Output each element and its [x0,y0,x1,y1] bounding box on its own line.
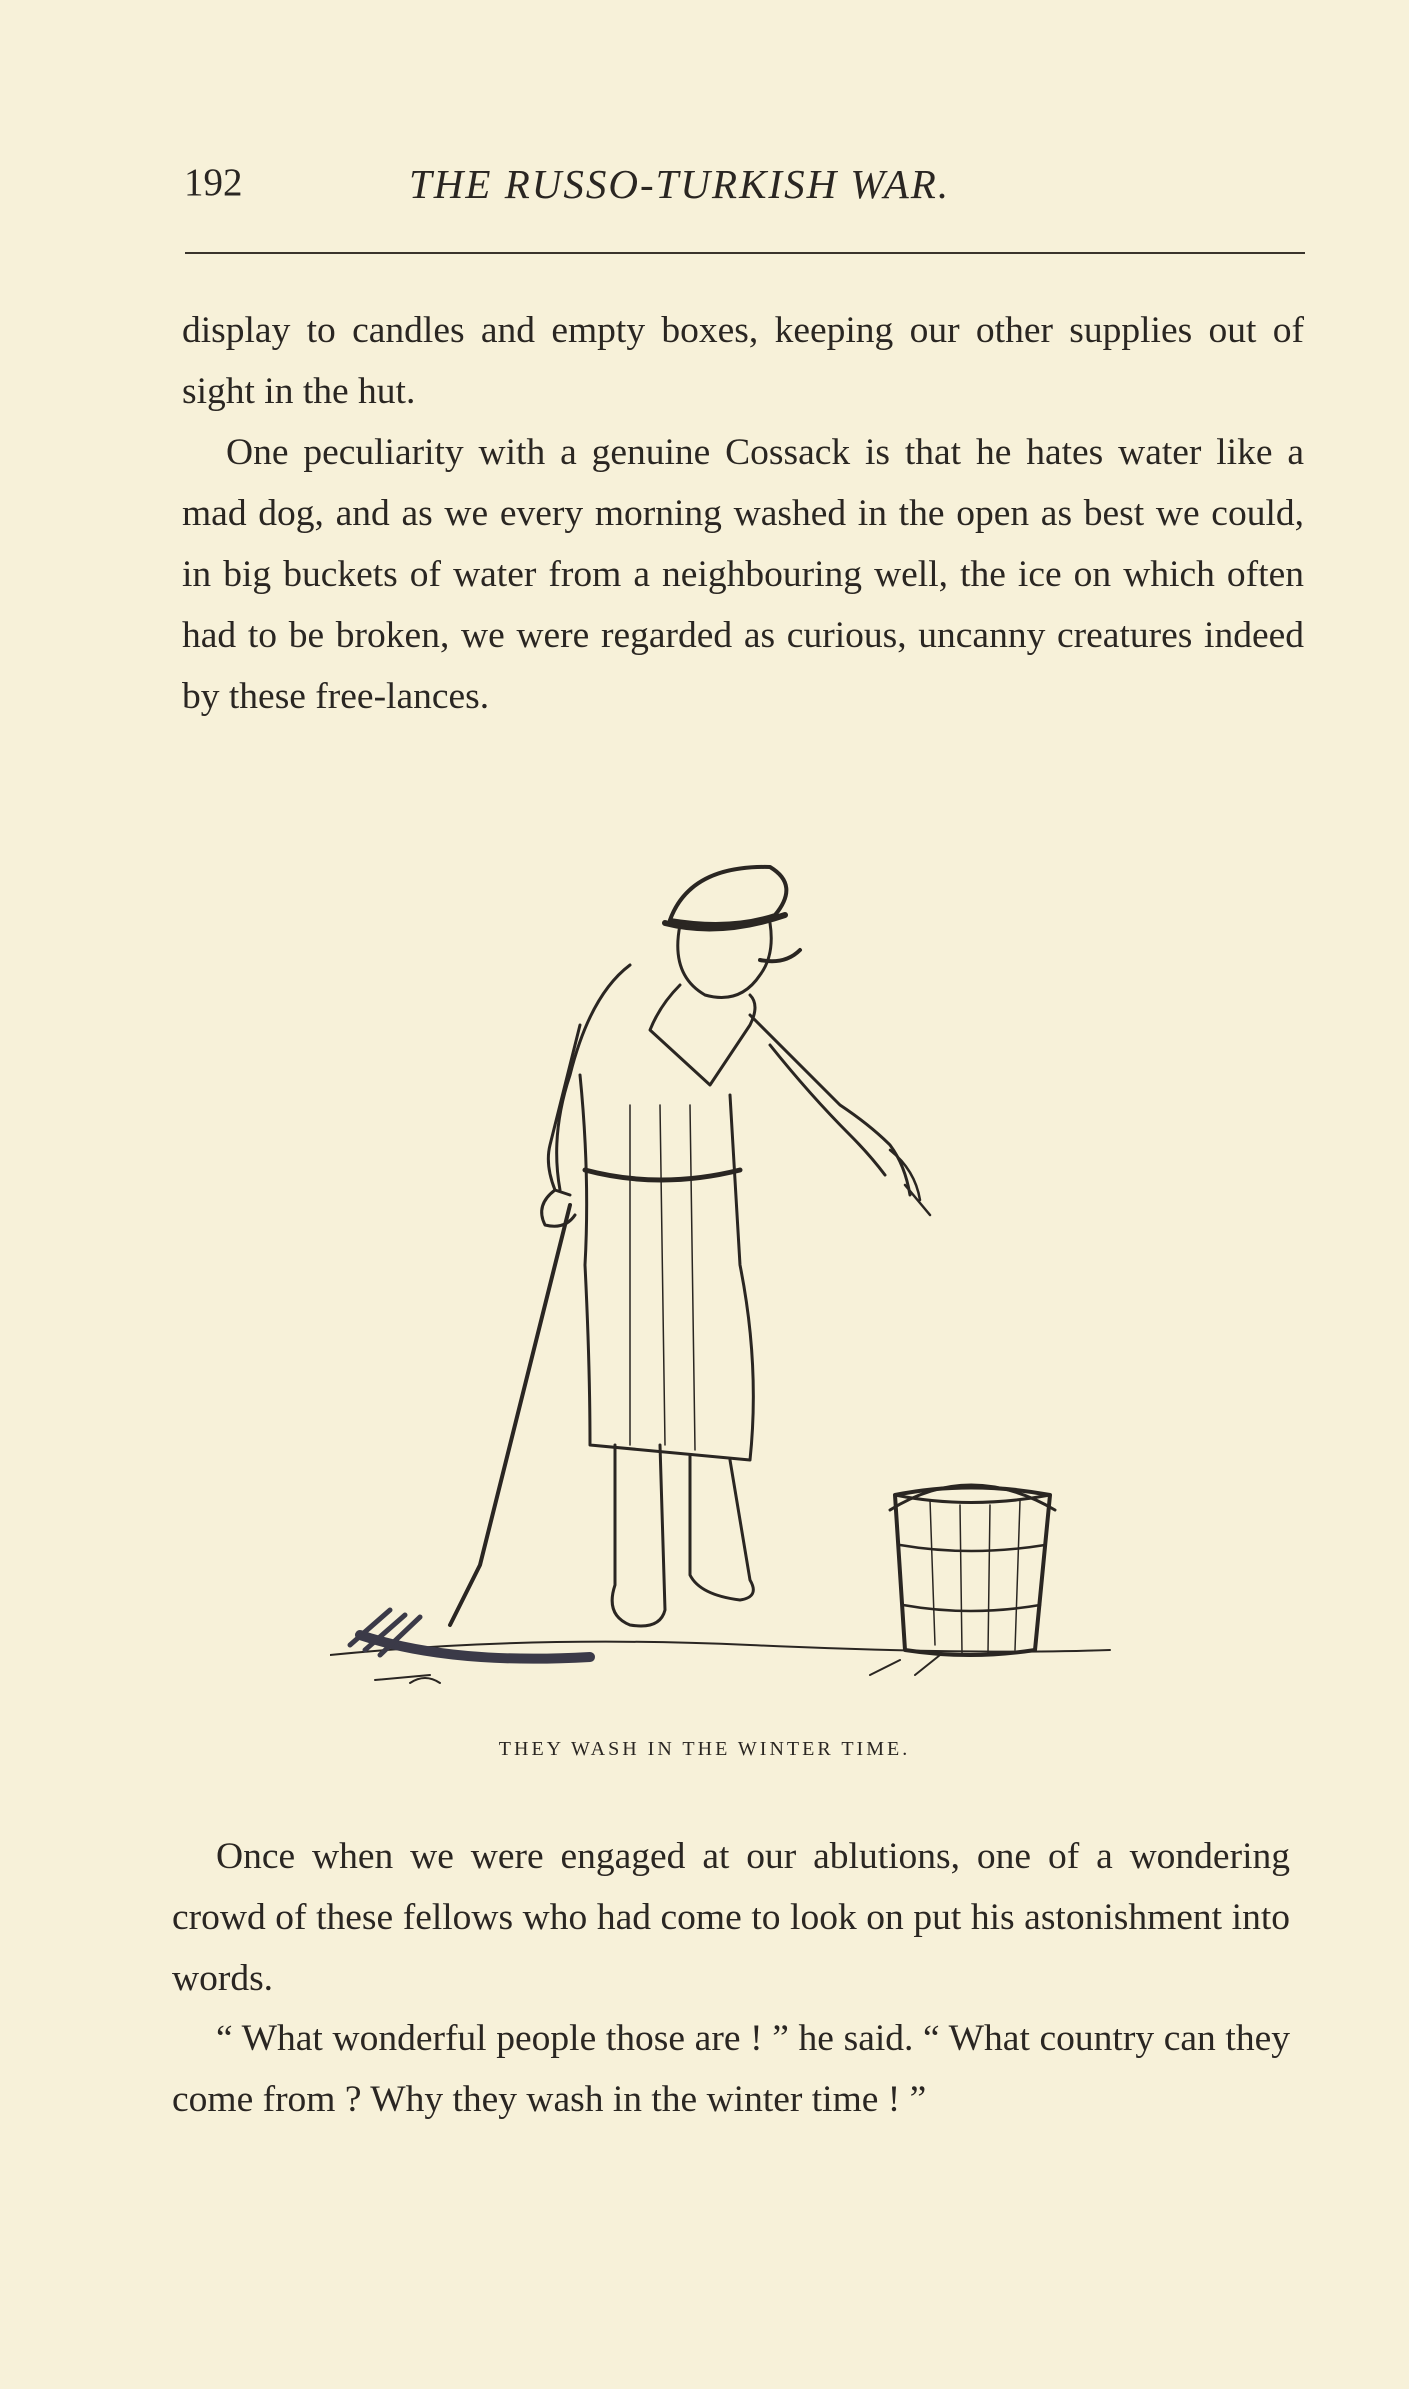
page-number: 192 [184,161,243,204]
paragraph-cossack-water: One peculiarity with a genuine Cossack is that he hates water like a mad dog, and as we every morning washed in the open as best we could, in big buckets of water from a neighbouring well, the ice on which often had to be broken, we were regarded as curious, uncanny creatures indeed by these free-lances. [182,432,1304,717]
illustration-caption: THEY WASH IN THE WINTER TIME. [498,1738,911,1760]
paragraph-quote: “ What wonderful people those are ! ” he said. “ What country can they come from ? Why they wash in the winter time ! ” [172,2018,1290,2120]
header-rule [185,252,1305,254]
running-title: THE RUSSO-TURKISH WAR. [409,161,951,207]
page-header [184,160,1304,220]
paragraph-continued: display to candles and empty boxes, keeping our other supplies out of sight in the hut. [182,310,1304,412]
paragraph-ablutions: Once when we were engaged at our ablutions, one of a wondering crowd of these fellows who had come to look on put his astonishment into words. [172,1836,1290,1999]
illustration-cossack-bucket [330,845,1140,1705]
